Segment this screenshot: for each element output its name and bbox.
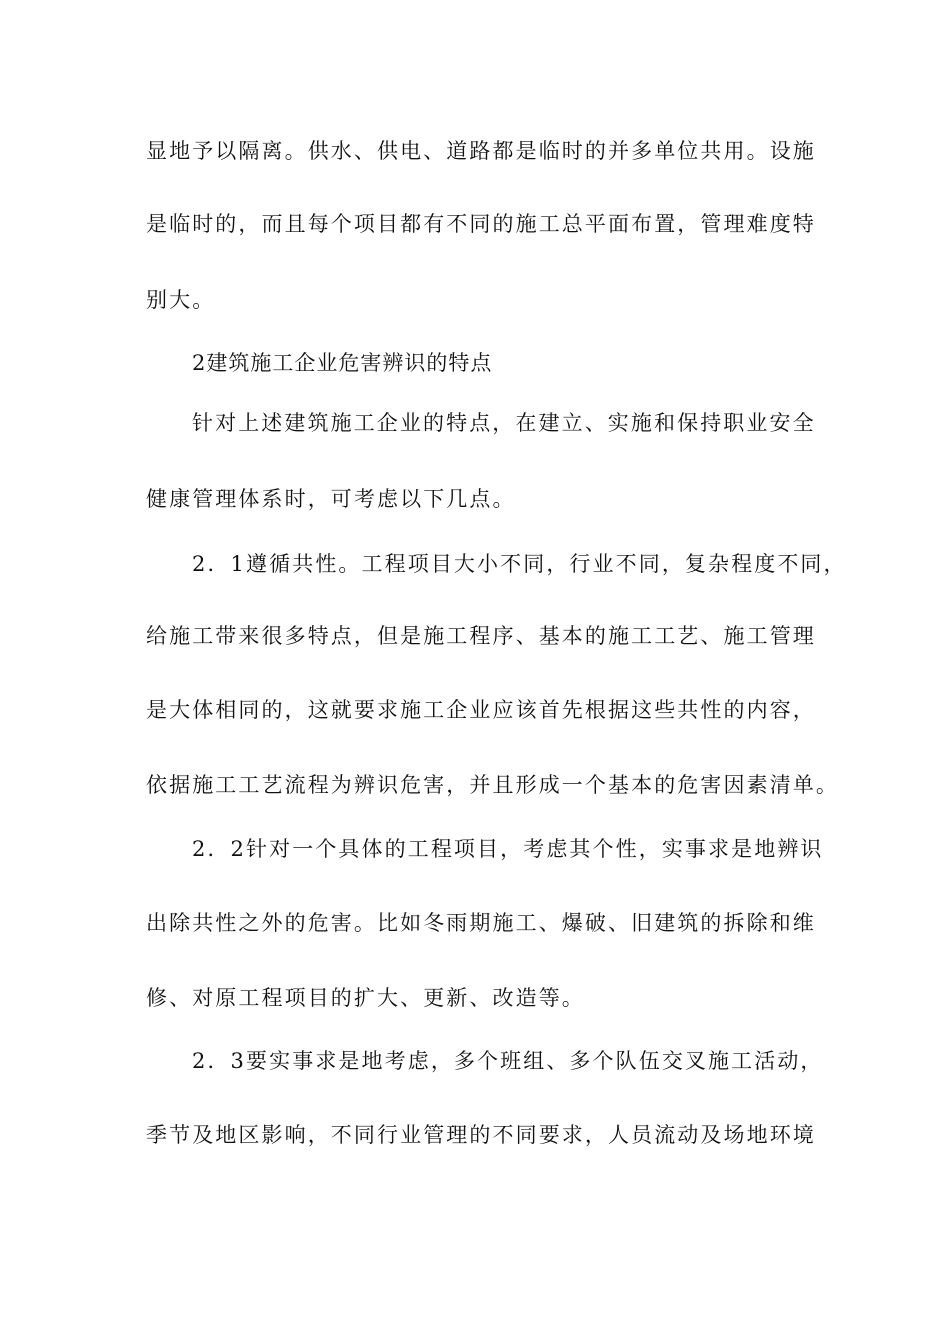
paragraph-line: 2．2针对一个具体的工程项目，考虑其个性，实事求是地辨识 xyxy=(192,837,824,861)
paragraph-line: 出除共性之外的危害。比如冬雨期施工、爆破、旧建筑的拆除和维 xyxy=(146,911,816,935)
paragraph-line: 针对上述建筑施工企业的特点，在建立、实施和保持职业安全 xyxy=(192,411,816,435)
paragraph-line: 显地予以隔离。供水、供电、道路都是临时的并多单位共用。设施 xyxy=(146,139,816,163)
paragraph-line: 季节及地区影响，不同行业管理的不同要求，人员流动及场地环境 xyxy=(146,1123,816,1147)
paragraph-line: 给施工带来很多特点，但是施工程序、基本的施工工艺、施工管理 xyxy=(146,624,816,648)
paragraph-line: 2．1遵循共性。工程项目大小不同，行业不同，复杂程度不同， xyxy=(192,552,847,576)
paragraph-line: 依据施工工艺流程为辨识危害，并且形成一个基本的危害因素清单。 xyxy=(146,773,839,797)
paragraph-line: 别大。 xyxy=(146,288,216,312)
section-heading: 2建筑施工企业危害辨识的特点 xyxy=(192,351,493,375)
paragraph-line: 健康管理体系时，可考虑以下几点。 xyxy=(146,487,516,511)
paragraph-line: 是临时的，而且每个项目都有不同的施工总平面布置，管理难度特 xyxy=(146,212,816,236)
paragraph-line: 修、对原工程项目的扩大、更新、改造等。 xyxy=(146,986,585,1010)
paragraph-line: 是大体相同的，这就要求施工企业应该首先根据这些共性的内容， xyxy=(146,698,816,722)
paragraph-line: 2．3要实事求是地考虑，多个班组、多个队伍交叉施工活动， xyxy=(192,1049,824,1073)
